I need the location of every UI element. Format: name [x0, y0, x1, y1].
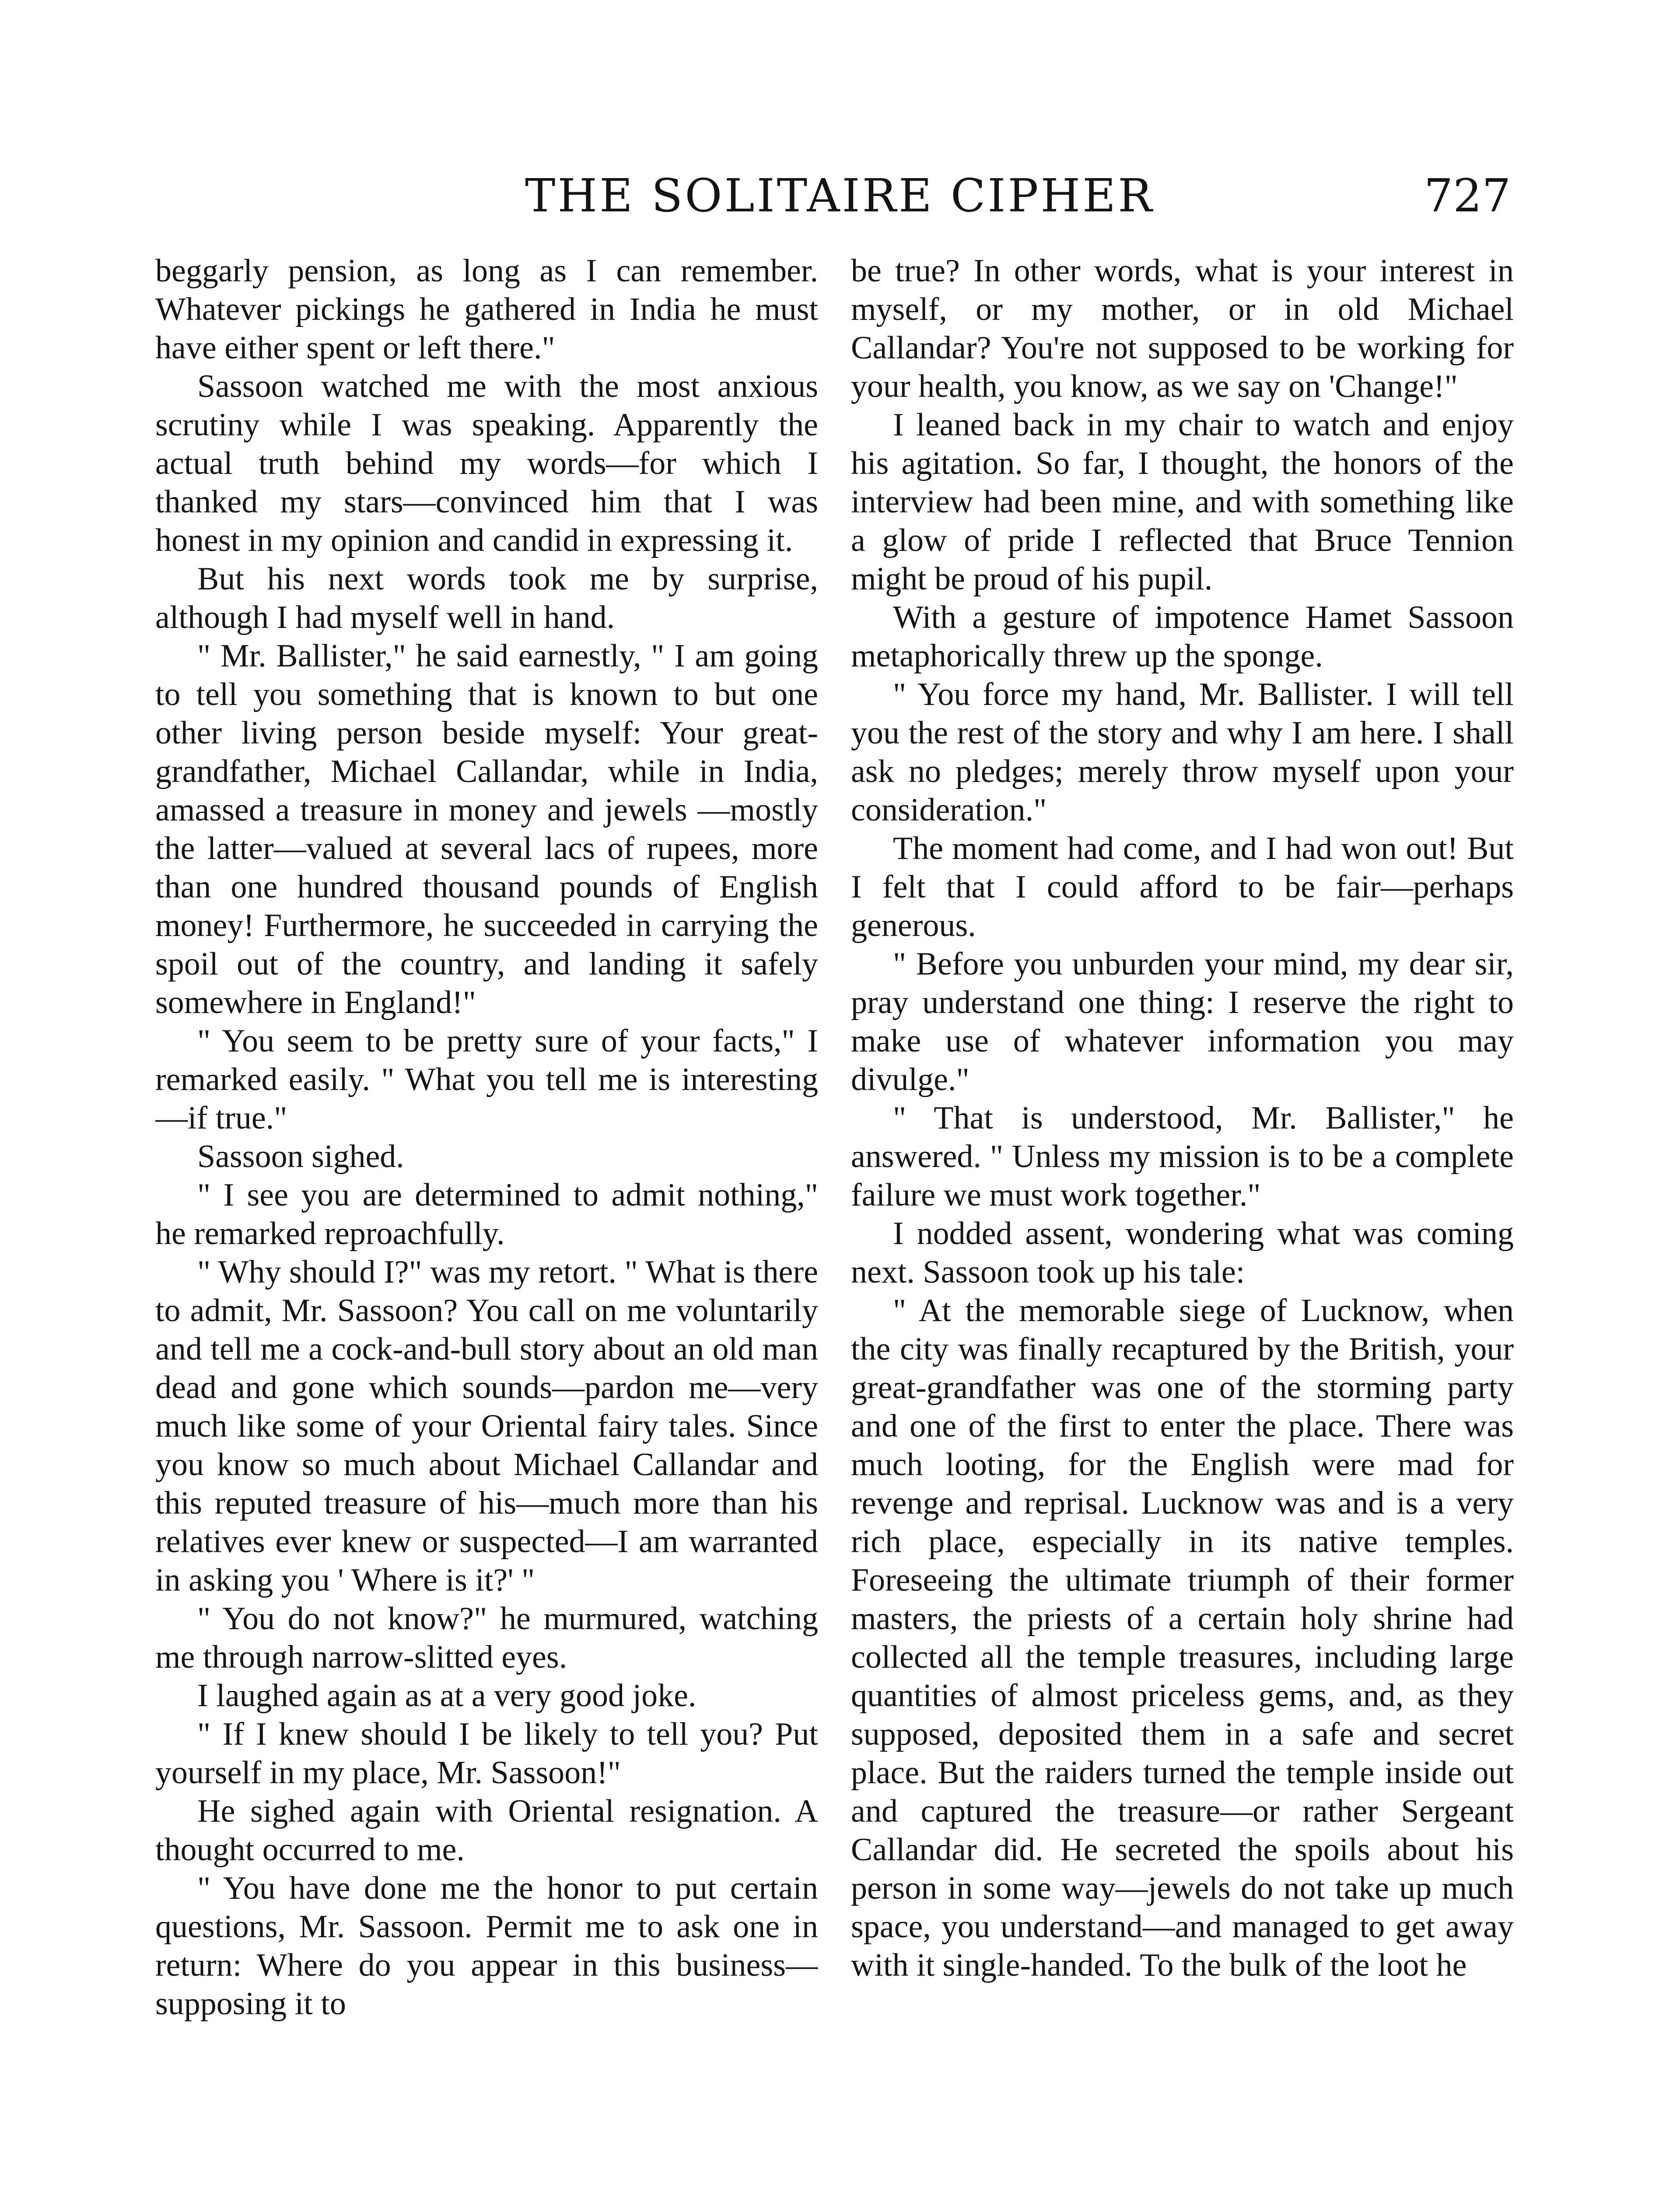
paragraph: The moment had come, and I had won out! But I felt that I could afford to be fair—perhaps generous. [851, 831, 1514, 943]
paragraph: Sassoon sighed. [197, 1139, 404, 1175]
paragraph: " Why should I?" was my retort. " What is there to admit, Mr. Sassoon? You call on me voluntarily and tell me a cock-and-bull story about an old man dead and gone which sounds—pardon me—very much like some of your Oriental fairy tales. Since you know so much about Michael Callandar and this reputed treasure of his—much more than his relatives ever knew or suspected—I am warranted in asking you ' Where is it?' " [155, 1254, 818, 1598]
paragraph: " That is understood, Mr. Ballister," he answered. " Unless my mission is to be a complete failure we must work together." [851, 1100, 1514, 1213]
paragraph: " You seem to be pretty sure of your facts," I remarked easily. " What you tell me is interesting—if true." [155, 1023, 818, 1136]
page-number: 727 [1424, 169, 1511, 222]
paragraph: beggarly pension, as long as I can remember. Whatever pickings he gathered in India he must have either spent or left there." [155, 253, 818, 366]
paragraph: I leaned back in my chair to watch and enjoy his agitation. So far, I thought, the honors of the interview had been mine, and with something like a glow of pride I reflected that Bruce Tennion might be proud of his pupil. [851, 407, 1514, 597]
paragraph: I nodded assent, wondering what was coming next. Sassoon took up his tale: [851, 1216, 1514, 1290]
paragraph: " If I knew should I be likely to tell you? Put yourself in my place, Mr. Sassoon!" [155, 1716, 818, 1791]
right-column [851, 252, 1514, 2188]
paragraph: With a gesture of impotence Hamet Sassoon metaphorically threw up the sponge. [851, 600, 1514, 674]
paragraph: be true? In other words, what is your interest in myself, or my mother, or in old Michael Callandar? You're not supposed to be working for your health, you know, as we say on 'Change!" [851, 253, 1514, 404]
paragraph: " Before you unburden your mind, my dear sir, pray understand one thing: I reserve the right to make use of whatever information you may divulge." [851, 946, 1514, 1098]
paragraph: " You do not know?" he murmured, watching me through narrow-slitted eyes. [155, 1601, 818, 1675]
running-head-title: THE SOLITAIRE CIPHER [525, 169, 1155, 222]
paragraph: He sighed again with Oriental resignation. A thought occurred to me. [155, 1793, 818, 1868]
paragraph: But his next words took me by surprise, although I had myself well in hand. [155, 561, 818, 635]
paragraph: " I see you are determined to admit nothing," he remarked reproachfully. [155, 1177, 818, 1252]
paragraph: I laughed again as at a very good joke. [197, 1678, 696, 1714]
paragraph: " At the memorable siege of Lucknow, when the city was finally recaptured by the British, your great-grandfather was one of the storming party and one of the first to enter the place. There was much looting, for the English were mad for revenge and reprisal. Lucknow was and is a very rich place, especially in its native temples. Foreseeing the ultimate triumph of their former masters, the priests of a certain holy shrine had collected all the temple treasures, including large quantities of almost priceless gems, and, as they supposed, deposited them in a safe and secret place. But the raiders turned the temple inside out and captured the treasure—or rather Sergeant Callandar did. He secreted the spoils about his person in some way—jewels do not take up much space, you understand—and managed to get away with it single-handed. To the bulk of the loot he [851, 1293, 1514, 1983]
paragraph: " Mr. Ballister," he said earnestly, " I am going to tell you something that is known to but one other living person beside myself: Your great-grandfather, Michael Callandar, while in India, amassed a treasure in money and jewels —mostly the latter—valued at several lacs of rupees, more than one hundred thousand pounds of English money! Furthermore, he succeeded in carrying the spoil out of the country, and landing it safely somewhere in England!" [155, 638, 818, 1020]
paragraph: " You have done me the honor to put certain questions, Mr. Sassoon. Permit me to ask one in return: Where do you appear in this business—supposing it to [155, 1870, 818, 2022]
paragraph: Sassoon watched me with the most anxious scrutiny while I was speaking. Apparently the actual truth behind my words—for which I thanked my stars—convinced him that I was honest in my opinion and candid in expressing it. [155, 368, 818, 558]
left-column [155, 252, 818, 2188]
paragraph: " You force my hand, Mr. Ballister. I will tell you the rest of the story and why I am here. I shall ask no pledges; merely throw myself upon your consideration." [851, 677, 1514, 828]
